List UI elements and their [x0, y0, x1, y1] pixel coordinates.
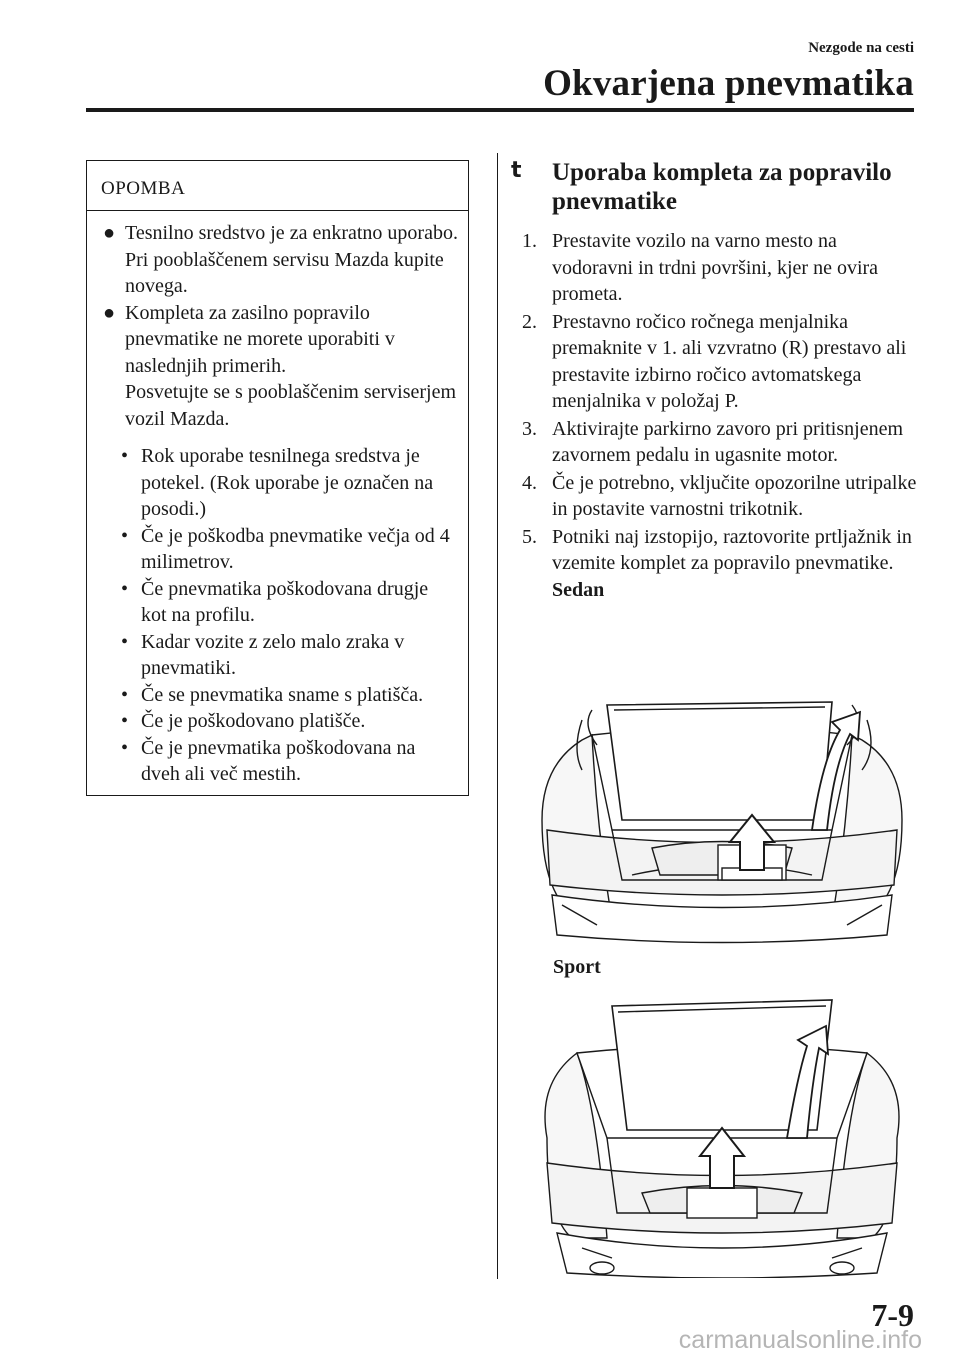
note-subbullet: [121, 708, 458, 735]
bullet-mark: ●: [103, 301, 116, 324]
section-icon: t: [511, 158, 522, 183]
subbullet-mark: •: [121, 710, 129, 732]
step-text: Potniki naj izstopijo, raztovorite prtljažnik in vzemite komplet za popravilo pnevmatike.: [552, 525, 912, 574]
step-item: [522, 416, 922, 469]
subbullet-mark: •: [121, 683, 129, 706]
subbullet-mark: •: [121, 577, 129, 600]
step-item: [522, 470, 922, 523]
step-text: Prestavite vozilo na varno mesto na vodoravni in trdni površini, kjer ne ovira prometa.: [552, 230, 879, 305]
subbullet-text: Rok uporabe tesnilnega sredstva je potekel. (Rok uporabe je označen na posodi.): [141, 445, 434, 520]
note-bullet-text: Tesnilno sredstvo je za enkratno uporabo. Pri pooblaščenem servisu Mazda kupite novega.: [125, 222, 458, 297]
steps-list: [522, 228, 922, 604]
note-box: [86, 160, 469, 796]
step-item: [522, 524, 922, 604]
step-text: Če je potrebno, vključite opozorilne utripalke in postavite varnostni trikotnik.: [552, 471, 917, 520]
note-subbullets: [101, 443, 458, 788]
subbullet-mark: •: [121, 524, 129, 547]
note-title: OPOMBA: [101, 178, 186, 199]
subbullet-mark: •: [121, 445, 129, 467]
page-title: Okvarjena pnevmatika: [543, 63, 914, 104]
subbullet-text: Kadar vozite z zelo malo zraka v pnevmatiki.: [141, 630, 405, 679]
note-subbullet: [121, 629, 458, 682]
subbullet-text: Če se pnevmatika sname s platišča.: [141, 683, 424, 706]
subbullet-text: Če pnevmatika poškodovana drugje kot na profilu.: [141, 577, 429, 626]
label-sedan: Sedan: [552, 578, 605, 601]
step-number: 3.: [522, 417, 537, 440]
page-number: 7-9: [871, 1297, 914, 1333]
note-bullet-text: Kompleta za zasilno popravilo pnevmatike ne morete uporabiti v naslednjih primerih.: [125, 301, 395, 377]
step-item: [522, 228, 922, 308]
note-bullet-extra: Posvetujte se s pooblaščenim serviserjem vozil Mazda.: [125, 381, 457, 430]
column-divider: [497, 153, 498, 1279]
step-item: [522, 309, 922, 415]
note-subbullet: [121, 523, 458, 576]
subbullet-text: Če je poškodba pnevmatike večja od 4 milimetrov.: [141, 524, 450, 573]
note-rule: [87, 210, 468, 211]
header-rule: [86, 108, 914, 112]
note-bullet: [101, 300, 458, 433]
watermark: carmanualsonline.info: [678, 1326, 922, 1354]
sedan-trunk-illustration: [522, 680, 922, 950]
sport-hatch-illustration: [522, 988, 922, 1278]
bullet-mark: ●: [103, 222, 116, 244]
step-text: Aktivirajte parkirno zavoro pri pritisnjenem zavornem pedalu in ugasnite motor.: [552, 417, 904, 466]
step-number: 1.: [522, 230, 537, 252]
step-number: 5.: [522, 525, 537, 548]
note-subbullet: [121, 576, 458, 629]
subbullet-text: Če je poškodovano platišče.: [141, 710, 366, 732]
subbullet-mark: •: [121, 630, 129, 653]
section-heading: Uporaba kompleta za popravilo pnevmatike: [552, 159, 892, 215]
note-subbullet: [121, 682, 458, 709]
step-number: 2.: [522, 310, 537, 333]
header-section-title: Nezgode na cesti: [808, 40, 914, 56]
step-text: Prestavno ročico ročnega menjalnika premaknite v 1. ali vzvratno (R) prestavo ali prestavite izbirno ročico avtomatskega menjalnika v položaj P.: [552, 310, 907, 412]
subbullet-mark: •: [121, 736, 129, 759]
note-subbullet: [121, 735, 458, 788]
note-bullet: [101, 220, 458, 300]
note-content: [101, 220, 458, 788]
subbullet-text: Če je pnevmatika poškodovana na dveh ali več mestih.: [141, 736, 416, 785]
step-number: 4.: [522, 471, 537, 494]
label-sport: Sport: [553, 956, 601, 978]
note-subbullet: [121, 443, 458, 523]
